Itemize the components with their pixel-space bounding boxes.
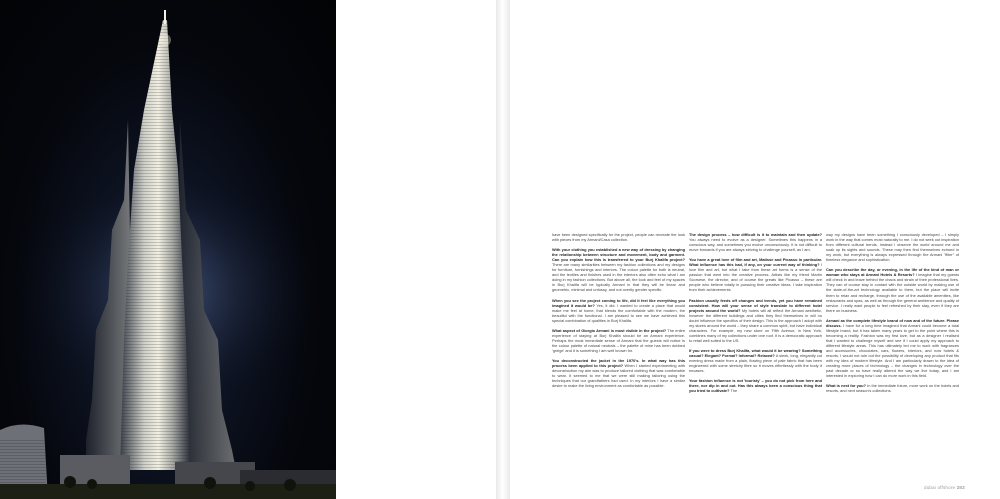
paragraph: Can you describe the day, or evening, in the life of the kind of man or woman who stays at Armani Hotels & Resorts? I imagine that my guests will check in and leave behind the chaos and strain of their professional lives. They can of course stay in contact with the outside world by making use of the state-of-the-art technology available to them, but the place will invite them to relax and recharge, through the use of the available amenities, like restaurants and spas, as well as through the general ambience and quality of service. I really want people to feel refreshed by their stay, even if they are there on business.	[826, 267, 959, 313]
paragraph: What aspect of Giorgio Armani is most visible in the project? The entire experience of staying at Burj Khalifa should be an Armani experience. Perhaps the most immediate sense of Armani that the guests will notice is the colour palette of natural neutrals – the palette of mine has been dubbed 'greige' and it is something I am well known for.	[552, 327, 685, 353]
article-column-2	[689, 232, 822, 490]
paragraph: You deconstructed the jacket in the 1970's. In what way has this process been applied to this project? When I started experimenting with deconstruction my aim was to produce tailored clothing that was comfortable to wear. It seemed to me that we were still making tailoring using the techniques that our grandfathers had used. In my interiors I have a similar desire to make the living environment as comfortable as possible.	[552, 357, 685, 389]
page-number: 283	[956, 485, 965, 490]
page-gutter	[496, 0, 510, 499]
burj-khalifa-illustration	[0, 0, 336, 499]
paragraph: You have a great love of film and art, Matisse and Picasso in particular. What influence has this had, if any, on your current way of thinking? I love film and art, but what I take from these art forms is a sense of the passion that went into the creative process. Artists like my friend Martin Scorsese, the director, and of course the greats like Picasso – these are people who believe totally in pursuing their creative ideas. I take inspiration from their achievements.	[689, 257, 822, 293]
paragraph: With your clothing you established a new way of dressing by changing the relationship between structure and movement, body and garment. Can you explain how this is transferred to your Burj Khalifa project? There are many similarities between my fashion collections and my designs for furniture, furnishings and interiors. The colour palette for both is neutral, and the textiles and finishes used in the interiors also often echo what I am doing in my fashion collections. But above all, the look and feel of my spaces in Burj Khalifa will be typically Armani in that they will be linear and geometric, minimal and unfussy, and not overtly gender specific.	[552, 247, 685, 293]
paragraph: Armani as the complete lifestyle brand of now and of the future. Please discuss. I have for a long time imagined that Armani could become a total lifestyle brand, but it has taken many years to get to the point where this is becoming a reality. Fashion was my first love, but as a designer I realised that I wanted to challenge myself and see if I could apply my approach to different lifestyle areas. This has ultimately led me to work with fragrances and accessories, chocolates, cars, flowers, interiors, and now hotels & resorts. I would not rule out the possibility of developing any product that fits with my idea of modern lifestyle. And I am particularly drawn to the idea of creating more places of technology – the changes in technology over the past decade or so have really altered the way we live today, and I am interested in exploring how I can do more work in this field.	[826, 317, 959, 379]
page-folio	[924, 485, 965, 490]
paragraph: have been designed specifically for the project, people can recreate the look with pieces from my Armani/Casa collection.	[552, 232, 685, 243]
magazine-name: dubai offshore	[924, 485, 956, 490]
paragraph: way my designs have been something I consciously developed – I simply work in the way that comes most naturally to me. I do not seek out inspiration from different cultural trends. Instead I observe the world around me and soak up its sights and sounds. These may then find themselves echoed in my work, but everything is always expressed through the Armani "filter" of timeless elegance and sophistication.	[826, 232, 959, 263]
burj-khalifa-photo	[0, 0, 336, 499]
article-column-3	[826, 232, 959, 490]
paragraph: What is next for you? In the immediate future, more work on the hotels and resorts, and next season's collections.	[826, 383, 959, 394]
paragraph: Fashion usually feeds off changes and trends, yet you have remained consistent. How will your sense of style translate to different hotel projects around the world? My hotels will all reflect the Armani aesthetic, however the different buildings and cities they find themselves in will no doubt influence the specifics of their design. This is the approach I adopt with my stores around the world – they share a common spirit, but have individual characters. For example, my new store on Fifth Avenue, in New York, combines many of my collections under one roof. It is a democratic approach to retail well suited to the US.	[689, 297, 822, 343]
article-column-1	[552, 232, 685, 490]
paragraph: Your fashion influence is not 'touristy' – you do not pick from here and there, nor dip in and out. Has this always been a conscious thing that you tried to cultivate? The	[689, 378, 822, 394]
paragraph: The design process – how difficult is it to maintain and then update? You always need to evolve as a designer. Sometimes this happens in a conscious way, and sometimes you evolve unconsciously. It is not difficult to move forwards if you are always striving to challenge yourself, as I am.	[689, 232, 822, 253]
blank-left-page	[336, 0, 500, 499]
paragraph: If you were to dress Burj Khalifa, what would it be wearing? Something casual? Elegant? Formal? Informal? Relaxed? A sleek, long, elegantly cut evening dress made from a plain, flowing piece of pale fabric that has been engineered with some stretchy fibre so it moves effortlessly with the body it encases.	[689, 347, 822, 374]
paragraph: When you see the project coming to life, did it feel like everything you imagined it would be? Yes, it did. I wanted to create a place that would make me feel at home, that blends the comfortable with the modern, the beautiful with the functional. I am pleased to see we have achieved this special combination of qualities in Burj Khalifa.	[552, 297, 685, 323]
